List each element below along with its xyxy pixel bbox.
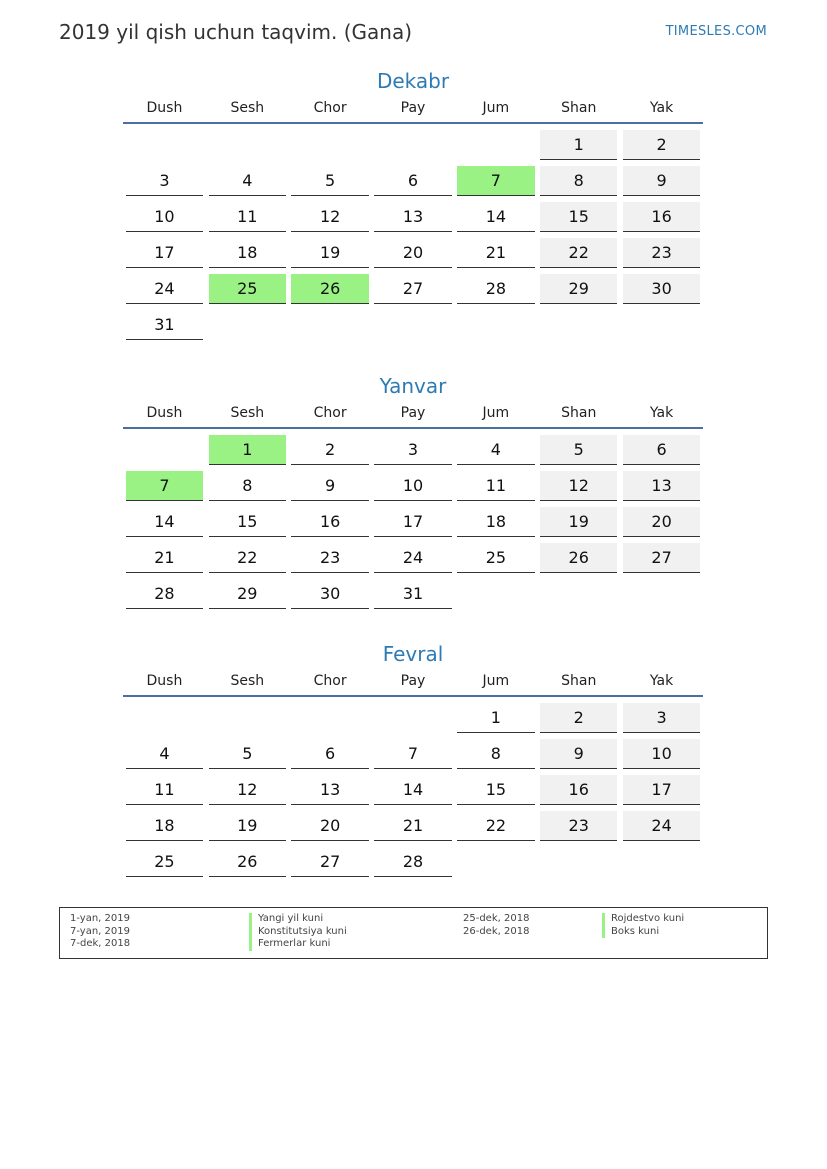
empty-day-cell	[540, 579, 617, 609]
day-cell[interactable]: 28	[126, 579, 203, 609]
day-cell[interactable]: 10	[374, 471, 451, 501]
day-cell[interactable]: 27	[374, 274, 451, 304]
day-cell[interactable]: 5	[209, 739, 286, 769]
week-row	[123, 202, 703, 238]
day-cell[interactable]: 24	[623, 811, 700, 841]
week-row	[123, 811, 703, 847]
day-cell[interactable]: 11	[457, 471, 534, 501]
day-cell[interactable]: 29	[540, 274, 617, 304]
day-cell[interactable]: 11	[209, 202, 286, 232]
day-cell[interactable]: 25	[209, 274, 286, 304]
day-cell[interactable]: 28	[457, 274, 534, 304]
weekday-label: Shan	[561, 100, 597, 116]
day-cell[interactable]: 21	[126, 543, 203, 573]
weekday-header	[123, 100, 703, 124]
empty-day-cell	[457, 579, 534, 609]
day-cell[interactable]: 8	[457, 739, 534, 769]
day-cell[interactable]: 17	[623, 775, 700, 805]
empty-day-cell	[623, 847, 700, 877]
day-cell[interactable]: 2	[291, 435, 368, 465]
weekday-label: Chor	[313, 673, 347, 689]
day-cell[interactable]: 26	[540, 543, 617, 573]
day-cell[interactable]: 25	[126, 847, 203, 877]
empty-day-cell	[540, 847, 617, 877]
day-cell[interactable]: 4	[209, 166, 286, 196]
weekday-label: Dush	[146, 405, 183, 421]
day-cell[interactable]: 31	[126, 310, 203, 340]
day-cell[interactable]: 7	[126, 471, 203, 501]
empty-day-cell	[291, 130, 368, 160]
day-cell[interactable]: 2	[623, 130, 700, 160]
day-cell[interactable]: 14	[126, 507, 203, 537]
legend-date: 1-yan, 2019	[70, 913, 130, 924]
day-cell[interactable]: 14	[374, 775, 451, 805]
day-cell[interactable]: 18	[126, 811, 203, 841]
day-cell[interactable]: 23	[540, 811, 617, 841]
day-cell[interactable]: 19	[209, 811, 286, 841]
day-cell[interactable]: 6	[623, 435, 700, 465]
weekday-label: Pay	[400, 100, 426, 116]
day-cell[interactable]: 16	[291, 507, 368, 537]
day-cell[interactable]: 22	[209, 543, 286, 573]
empty-day-cell	[291, 703, 368, 733]
day-cell[interactable]: 9	[540, 739, 617, 769]
day-cell[interactable]: 17	[374, 507, 451, 537]
week-row	[123, 435, 703, 471]
day-cell[interactable]: 22	[457, 811, 534, 841]
weekday-label: Shan	[561, 405, 597, 421]
page-title: 2019 yil qish uchun taqvim. (Gana)	[59, 20, 412, 44]
day-cell[interactable]: 7	[374, 739, 451, 769]
weekday-label: Jum	[482, 673, 510, 689]
week-row	[123, 238, 703, 274]
day-cell[interactable]: 3	[623, 703, 700, 733]
day-cell[interactable]: 19	[291, 238, 368, 268]
week-row	[123, 130, 703, 166]
day-cell[interactable]: 19	[540, 507, 617, 537]
day-cell[interactable]: 14	[457, 202, 534, 232]
day-cell[interactable]: 2	[540, 703, 617, 733]
empty-day-cell	[126, 130, 203, 160]
holiday-legend	[59, 907, 768, 959]
month-january	[123, 371, 703, 615]
week-row	[123, 274, 703, 310]
day-grid	[123, 130, 703, 346]
weekday-label: Jum	[482, 405, 510, 421]
day-cell[interactable]: 7	[457, 166, 534, 196]
weekday-label: Chor	[313, 100, 347, 116]
day-cell[interactable]: 13	[374, 202, 451, 232]
day-cell[interactable]: 18	[209, 238, 286, 268]
day-cell[interactable]: 4	[126, 739, 203, 769]
weekday-label: Dush	[146, 673, 183, 689]
day-cell[interactable]: 30	[291, 579, 368, 609]
day-cell[interactable]: 13	[623, 471, 700, 501]
legend-holiday-name: Rojdestvo kuni	[602, 913, 684, 926]
weekday-label: Pay	[400, 673, 426, 689]
week-row	[123, 847, 703, 883]
weekday-label: Shan	[561, 673, 597, 689]
day-cell[interactable]: 27	[623, 543, 700, 573]
day-grid	[123, 435, 703, 615]
empty-day-cell	[457, 310, 534, 340]
weekday-label: Jum	[482, 100, 510, 116]
day-cell[interactable]: 23	[291, 543, 368, 573]
empty-day-cell	[374, 130, 451, 160]
empty-day-cell	[126, 435, 203, 465]
empty-day-cell	[209, 130, 286, 160]
empty-day-cell	[374, 703, 451, 733]
empty-day-cell	[623, 310, 700, 340]
empty-day-cell	[209, 703, 286, 733]
day-cell[interactable]: 28	[374, 847, 451, 877]
day-cell[interactable]: 15	[540, 202, 617, 232]
legend-holiday-name: Boks kuni	[602, 926, 684, 939]
month-title: Fevral	[382, 642, 444, 666]
day-cell[interactable]: 21	[457, 238, 534, 268]
month-february	[123, 639, 703, 883]
weekday-label: Dush	[146, 100, 183, 116]
week-row	[123, 703, 703, 739]
day-cell[interactable]: 6	[374, 166, 451, 196]
empty-day-cell	[457, 847, 534, 877]
weekday-label: Yak	[649, 405, 674, 421]
weekday-label: Sesh	[230, 405, 265, 421]
legend-dates-right	[463, 913, 529, 938]
weekday-label: Sesh	[230, 100, 265, 116]
day-cell[interactable]: 26	[291, 274, 368, 304]
legend-holiday-name: Konstitutsiya kuni	[249, 926, 347, 939]
day-cell[interactable]: 16	[623, 202, 700, 232]
day-cell[interactable]: 8	[209, 471, 286, 501]
day-cell[interactable]: 13	[291, 775, 368, 805]
week-row	[123, 775, 703, 811]
day-cell[interactable]: 1	[540, 130, 617, 160]
brand-logo[interactable]: TIMESLES.COM	[665, 24, 767, 39]
day-cell[interactable]: 29	[209, 579, 286, 609]
day-cell[interactable]: 11	[126, 775, 203, 805]
day-cell[interactable]: 3	[126, 166, 203, 196]
weekday-header	[123, 405, 703, 429]
legend-holiday-name: Yangi yil kuni	[249, 913, 347, 926]
day-cell[interactable]: 22	[540, 238, 617, 268]
day-cell[interactable]: 10	[126, 202, 203, 232]
day-cell[interactable]: 20	[623, 507, 700, 537]
day-cell[interactable]: 24	[126, 274, 203, 304]
week-row	[123, 310, 703, 346]
legend-date: 25-dek, 2018	[463, 913, 530, 924]
week-row	[123, 507, 703, 543]
week-row	[123, 739, 703, 775]
empty-day-cell	[291, 310, 368, 340]
day-cell[interactable]: 24	[374, 543, 451, 573]
day-grid	[123, 703, 703, 883]
weekday-label: Sesh	[230, 673, 265, 689]
day-cell[interactable]: 15	[209, 507, 286, 537]
legend-names-right	[602, 913, 684, 938]
empty-day-cell	[126, 703, 203, 733]
day-cell[interactable]: 26	[209, 847, 286, 877]
day-cell[interactable]: 23	[623, 238, 700, 268]
legend-date: 7-dek, 2018	[70, 938, 131, 949]
weekday-label: Yak	[649, 673, 674, 689]
day-cell[interactable]: 20	[374, 238, 451, 268]
day-cell[interactable]: 20	[291, 811, 368, 841]
day-cell[interactable]: 6	[291, 739, 368, 769]
empty-day-cell	[623, 579, 700, 609]
week-row	[123, 579, 703, 615]
weekday-label: Pay	[400, 405, 426, 421]
month-title: Yanvar	[379, 374, 447, 398]
empty-day-cell	[540, 310, 617, 340]
day-cell[interactable]: 27	[291, 847, 368, 877]
day-cell[interactable]: 5	[540, 435, 617, 465]
day-cell[interactable]: 16	[540, 775, 617, 805]
day-cell[interactable]: 31	[374, 579, 451, 609]
empty-day-cell	[374, 310, 451, 340]
day-cell[interactable]: 1	[209, 435, 286, 465]
week-row	[123, 471, 703, 507]
legend-names-left	[249, 913, 347, 951]
day-cell[interactable]: 30	[623, 274, 700, 304]
day-cell[interactable]: 9	[291, 471, 368, 501]
day-cell[interactable]: 17	[126, 238, 203, 268]
week-row	[123, 543, 703, 579]
day-cell[interactable]: 18	[457, 507, 534, 537]
legend-dates-left	[70, 913, 130, 951]
legend-holiday-name: Fermerlar kuni	[249, 938, 347, 951]
day-cell[interactable]: 5	[291, 166, 368, 196]
day-cell[interactable]: 12	[540, 471, 617, 501]
month-december	[123, 66, 703, 346]
week-row	[123, 166, 703, 202]
day-cell[interactable]: 9	[623, 166, 700, 196]
day-cell[interactable]: 8	[540, 166, 617, 196]
weekday-header	[123, 673, 703, 697]
legend-date: 26-dek, 2018	[463, 925, 530, 937]
day-cell[interactable]: 25	[457, 543, 534, 573]
day-cell[interactable]: 1	[457, 703, 534, 733]
day-cell[interactable]: 12	[209, 775, 286, 805]
legend-date: 7-yan, 2019	[70, 925, 130, 937]
month-title: Dekabr	[376, 69, 450, 93]
day-cell[interactable]: 21	[374, 811, 451, 841]
day-cell[interactable]: 3	[374, 435, 451, 465]
day-cell[interactable]: 12	[291, 202, 368, 232]
day-cell[interactable]: 10	[623, 739, 700, 769]
day-cell[interactable]: 15	[457, 775, 534, 805]
empty-day-cell	[457, 130, 534, 160]
empty-day-cell	[209, 310, 286, 340]
weekday-label: Chor	[313, 405, 347, 421]
weekday-label: Yak	[649, 100, 674, 116]
day-cell[interactable]: 4	[457, 435, 534, 465]
